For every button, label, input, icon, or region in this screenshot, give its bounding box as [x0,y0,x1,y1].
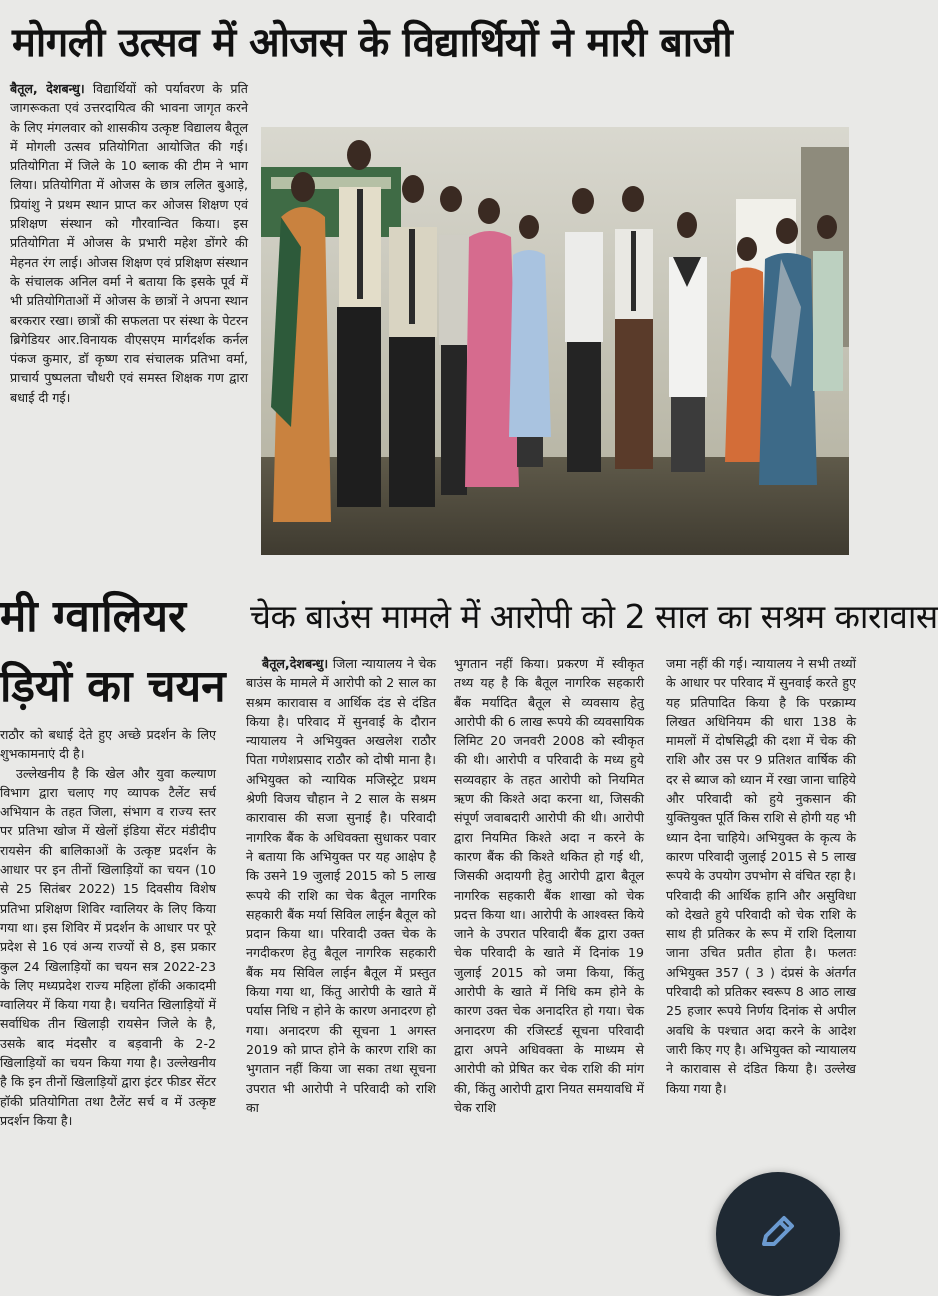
article3-headline: चेक बाउंस मामले में आरोपी को 2 साल का सश्रम कारावास [250,597,938,636]
article1-headline: मोगली उत्सव में ओजस के विद्यार्थियों ने मारी बाजी [12,20,733,66]
article2-para2: उल्लेखनीय है कि खेल और युवा कल्याण विभाग द्वारा चलाए गए व्यापक टैलेंट सर्च अभियान के तहत जिला, संभाग व राज्य स्तर पर प्रतिभा खोज में खेलों इंडिया सेंटर मंडीदीप रायसेन की बालिकाओं के उत्कृष्ट प्रदर्शन के आधार पर इन तीनों खिलाड़ियों का चयन (10 से 25 सितंबर 2022) 15 दिवसीय विशेष प्रतिभा प्रशिक्षण शिविर ग्वालियर के लिए किया गया था। इस शिविर में प्रदर्शन के आधार पर पूरे प्रदेश से 16 एवं अन्य राज्यों से 8, इस प्रकार कुल 24 खिलाड़ियों का चयन सत्र 2022-23 के लिए मध्यप्रदेश राज्य महिला हॉकी अकादमी ग्वालियर में किया गया है। चयनित खिलाड़ियों में सर्वाधिक तीन खिलाड़ी रायसेन जिले के है, उसके बाद मंदसौर व बड़वानी के 2-2 खिलाड़ियों का चयन किया गया है। उल्लेखनीय है कि इन तीनों खिलाड़ियों द्वारा इंटर फीडर सेंटर हॉकी प्रतियोगिता तथा टैलेंट सर्च व में उत्कृष्ट प्रदर्शन किया है। [0,765,216,1128]
article3-col2 [454,654,644,1270]
article1-dateline: बैतूल, देशबन्धु। [10,81,85,96]
article2-para1: राठौर को बधाई देते हुए अच्छे प्रदर्शन के लिए शुभकामनाएं दी है। [0,727,216,762]
article3-dateline: बैतूल,देशबन्धु। [262,656,329,671]
article1-photo [261,127,849,555]
article2-headline-line2: ड़ियों का चयन [0,661,226,712]
article2-body [0,725,216,1265]
group-photo-image [261,127,849,555]
article3-col1-text: जिला न्यायालय ने चेक बाउंस के मामले में आरोपी को 2 साल का सश्रम कारावास व आर्थिक दंड से दंडित किया है। परिवाद में सुनवाई के दौरान न्यायालय ने अभियुक्त अखलेश राठौर पिता गणेशप्रसाद राठौर को दोषी माना है। अभियुक्त को न्यायिक मजिस्ट्रेट प्रथम श्रेणी विजय चौहान ने 2 साल के सश्रम कारावास की सजा सुनाई है। परिवादी नागरिक बैंक के अधिवक्ता सुधाकर पवार ने बताया कि अभियुक्त पर यह आक्षेप है कि उसने 19 जुलाई 2015 को 5 लाख रूपये की राशि का चेक बैतूल नागरिक सहकारी बैंक मर्या सिविल लाईन बैतूल को प्रदान किया था। परिवादी उक्त चेक के नगदीकरण हेतु बैतूल नागरिक सहकारी बैंक मय सिविल लाईन बैतूल में प्रस्तुत किया गया था, किंतु आरोपी के खाते में पर्यास निधि न होने के कारण अनादरण हो गया। अनादरण की सूचना 1 अगस्त 2019 को प्राप्त होने के कारण राशि का भुगतान नहीं किया जा सका तथा सूचना उपरात भी आरोपी ने परिवादी को राशि का [246,656,436,1115]
article3-col1 [246,654,436,1270]
pencil-icon [756,1210,800,1254]
article2-headline-line1: मी ग्वालियर [0,591,186,642]
article1-body [10,79,248,561]
article1-text: विद्यार्थियों को पर्यावरण के प्रति जागरूकता एवं उत्तरदायित्व की भावना जागृत करने के लिए मंगलवार को शासकीय उत्कृष्ट विद्यालय बैतूल में मोगली उत्सव प्रतियोगिता आयोजित की गई। प्रतियोगिता में जिले के 10 ब्लाक की टीम ने भाग लिया। प्रतियोगिता में ओजस के छात्र ललित बुआड़े, प्रियांशु ने प्रथम स्थान प्राप्त कर ओजस शिक्षण एवं प्रशिक्षण संस्थान को गौरवान्वित किया। इस प्रतियोगिता में ओजस के प्रभारी महेश डोंगरे की मेहनत रंग लाई। ओजस शिक्षण एवं प्रशिक्षण संस्थान के संचालक अनिल वर्मा ने बताया कि इसके पूर्व में भी प्रतियोगिताओं में ओजस के छात्रों ने अपना स्थान बरकरार रखा। छात्रों की सफलता पर संस्था के पेटरन ब्रिगेडियर आर.विनायक वीएसएम मार्गदर्शक कर्नल पंकज कुमार, डॉ कृष्ण राव संचालक प्रतिभा वर्मा, प्राचार्य पुष्पलता चौधरी एवं समस्त शिक्षक गण द्वारा बधाई दी गई। [10,81,248,405]
edit-fab-button[interactable] [716,1172,840,1296]
article3-col3-text: जमा नहीं की गई। न्यायालय ने सभी तथ्यों के आधार पर परिवाद में सुनवाई करते हुए यह प्रतिपादित किया है कि परक्राम्य लिखत अधिनियम की धारा 138 के मामलों में दोषसिद्धी की दशा में चेक की राशि और उस पर 9 प्रतिशत वार्षिक की दर से ब्याज को ध्यान में रखा जाना चाहिये और परिवादी को हुये नुकसान की युक्तियुक्त पूर्ति किस राशि से होगी यह भी ध्यान देना चाहिये। अभियुक्त के कृत्य के कारण परिवादी जुलाई 2015 से 5 लाख रूपये के उपयोग उपभोग से वंचित रहा है। परिवादी की आर्थिक हानि और असुविधा को देखते हुये परिवादी को चेक राशि के साथ ही प्रतिकर के रूप में राशि दिलाया जाना उचित प्रतीत होता है। फलतः अभियुक्त 357 ( 3 ) दंप्रसं के अंतर्गत परिवादी को प्रतिकर स्वरूप 8 आठ लाख 25 हजार रूपये निर्णय दिनांक से अपील अवधि के पश्चात अदा करने के आदेश जारी किए गए है। अभियुक्त को न्यायालय ने कारावास से दंडित किया है। उल्लेख किया गया है। [666,656,856,1096]
article3-col2-text: भुगतान नहीं किया। प्रकरण में स्वीकृत तथ्य यह है कि बैतूल नागरिक सहकारी बैंक मर्यादित बैतूल से व्यवसाय हेतु आरोपी की 6 लाख रूपये की व्यवसायिक लिमिट 20 जनवरी 2008 को स्वीकृत की थी। आरोपी व परिवादी के मध्य हुये सव्यवहार के तहत आरोपी को नियमित ऋण की किश्ते अदा करना था, जिसकी संपूर्ण जवाबदारी आरोपी की थी। आरोपी द्वारा नियमित किश्ते अदा न करने के कारण बैंक की किश्ते थकित हो गई थी, जिसकी अदायगी हेतु आरोपी द्वारा बैतूल नागरिक सहकारी बैंक शाखा को चेक प्रदत्त किया था। आरोपी के आश्वस्त किये जाने के उपरात परिवादी बैंक द्वारा उक्त चेक परिवादी के खाते में दिनांक 19 जुलाई 2015 को जमा किया, किंतु आरोपी के खाते में निधि कम होने के कारण उक्त चेक अनादरित हो गया। चेक अनादरण की रजिस्टर्ड सूचना परिवादी द्वारा अपने अधिवक्ता के माध्यम से आरोपी को प्रेषित कर चेक राशि की मांग की, किंतु आरोपी द्वारा नियत समयावधि में चेक राशि [454,656,644,1115]
